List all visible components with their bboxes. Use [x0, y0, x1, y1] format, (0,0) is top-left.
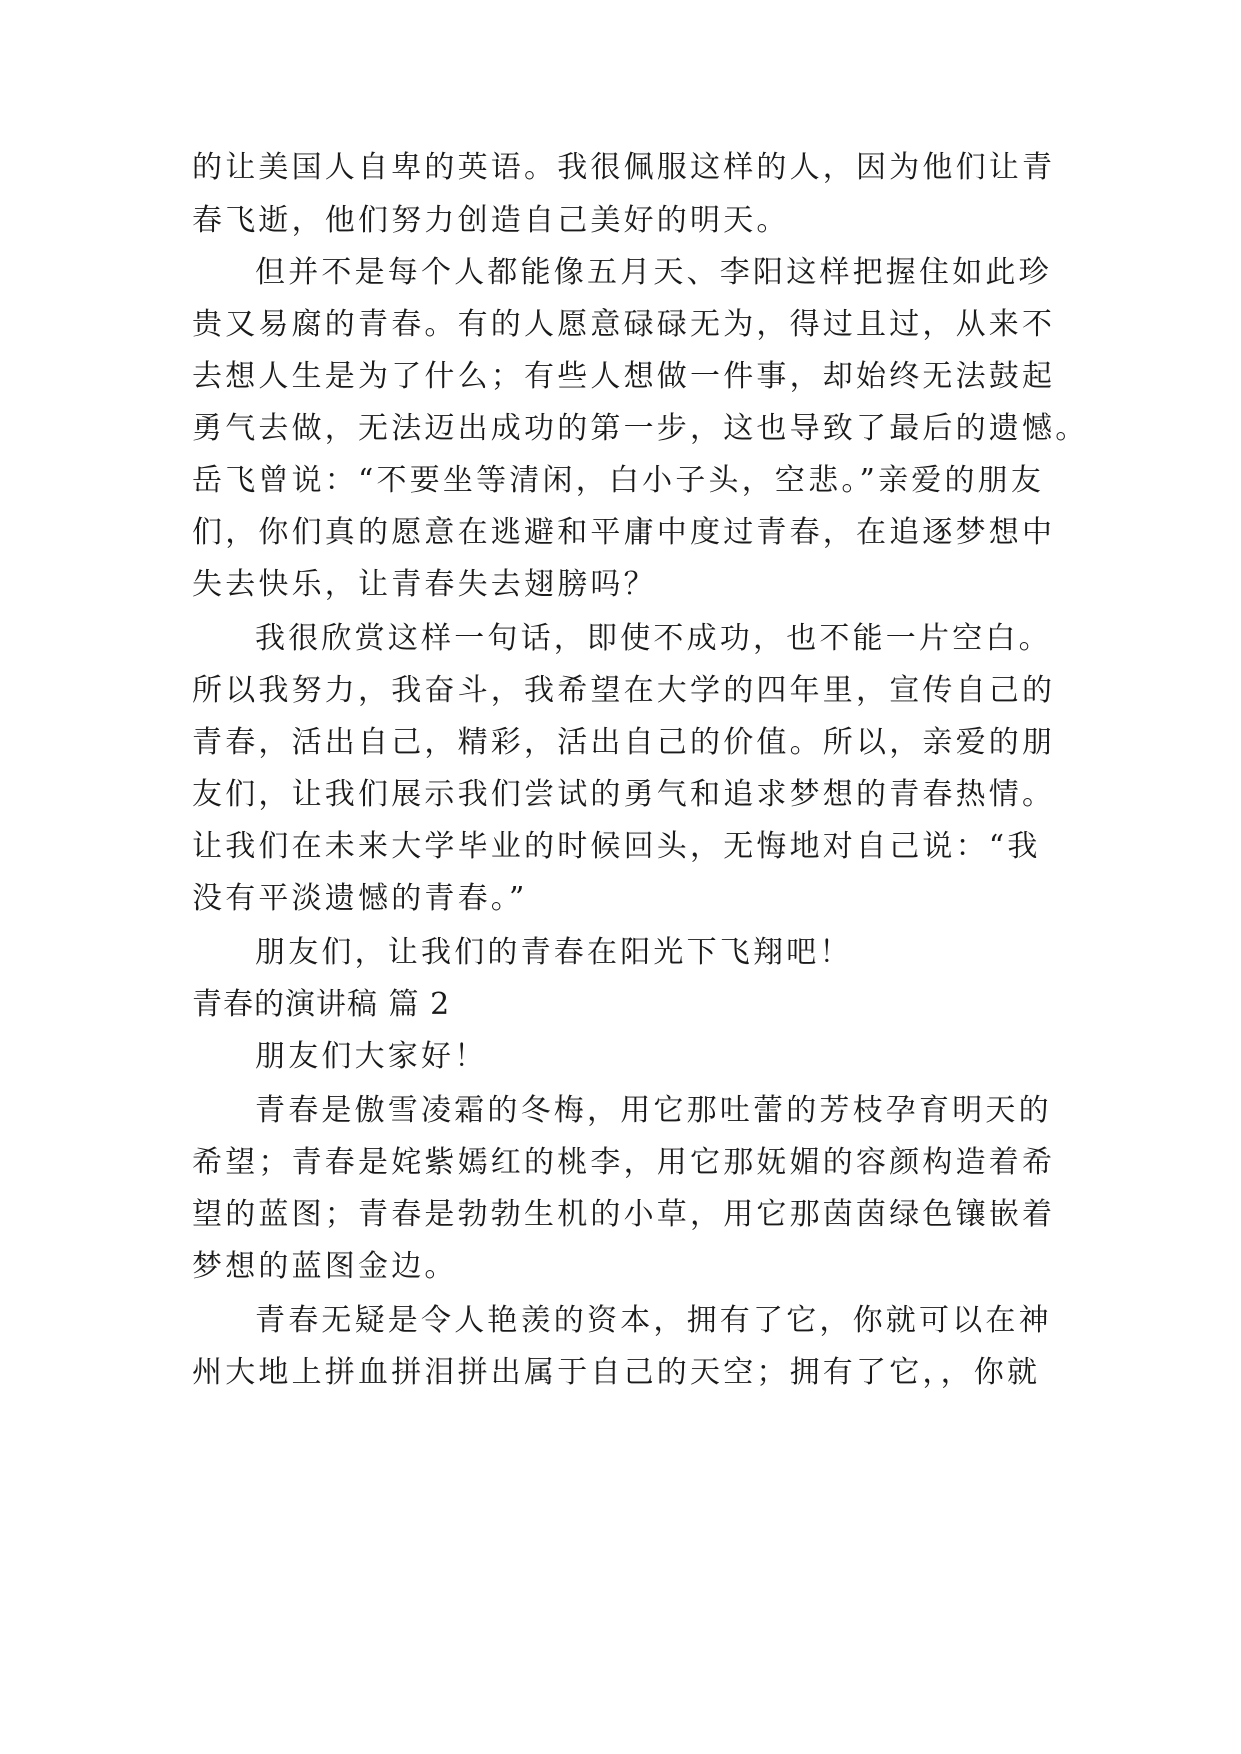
paragraph-line: 失去快乐，让青春失去翅膀吗？ — [192, 567, 657, 602]
paragraph-line: 朋友们大家好！ — [255, 1039, 488, 1074]
paragraph-line: 春飞逝，他们努力创造自己美好的明天。 — [192, 203, 790, 238]
paragraph-line: 但并不是每个人都能像五月天、李阳这样把握住如此珍 — [255, 255, 1052, 290]
paragraph-line: 青春无疑是令人艳羡的资本，拥有了它，你就可以在神 — [255, 1303, 1052, 1338]
paragraph-line: 友们，让我们展示我们尝试的勇气和追求梦想的青春热情。 — [192, 777, 1056, 812]
paragraph-line: 青春是傲雪凌霜的冬梅，用它那吐蕾的芳枝孕育明天的 — [255, 1093, 1052, 1128]
paragraph-line: 州大地上拼血拼泪拼出属于自己的天空；拥有了它，，你就 — [192, 1355, 1041, 1390]
paragraph-line: 朋友们，让我们的青春在阳光下飞翔吧！ — [255, 935, 853, 970]
paragraph-line: 去想人生是为了什么；有些人想做一件事，却始终无法鼓起 — [192, 359, 1056, 394]
section-heading: 青春的演讲稿 篇 2 — [192, 987, 451, 1022]
paragraph-line: 所以我努力，我奋斗，我希望在大学的四年里，宣传自己的 — [192, 673, 1056, 708]
paragraph-line: 我很欣赏这样一句话，即使不成功，也不能一片空白。 — [255, 621, 1052, 656]
paragraph-line: 没有平淡遗憾的青春。” — [192, 881, 528, 916]
paragraph-line: 勇气去做，无法迈出成功的第一步，这也导致了最后的遗憾。 — [192, 411, 1089, 446]
paragraph-line: 的让美国人自卑的英语。我很佩服这样的人，因为他们让青 — [192, 150, 1056, 185]
paragraph-line: 岳飞曾说：“不要坐等清闲，白小子头，空悲。”亲爱的朋友 — [192, 463, 1045, 498]
paragraph-line: 让我们在未来大学毕业的时候回头，无悔地对自己说：“我 — [192, 829, 1041, 864]
paragraph-line: 贵又易腐的青春。有的人愿意碌碌无为，得过且过，从来不 — [192, 307, 1056, 342]
paragraph-line: 望的蓝图；青春是勃勃生机的小草，用它那茵茵绿色镶嵌着 — [192, 1197, 1056, 1232]
paragraph-line: 青春，活出自己，精彩，活出自己的价值。所以，亲爱的朋 — [192, 725, 1056, 760]
paragraph-line: 希望；青春是姹紫嫣红的桃李，用它那妩媚的容颜构造着希 — [192, 1145, 1056, 1180]
paragraph-line: 们，你们真的愿意在逃避和平庸中度过青春，在追逐梦想中 — [192, 515, 1056, 550]
paragraph-line: 梦想的蓝图金边。 — [192, 1249, 458, 1284]
